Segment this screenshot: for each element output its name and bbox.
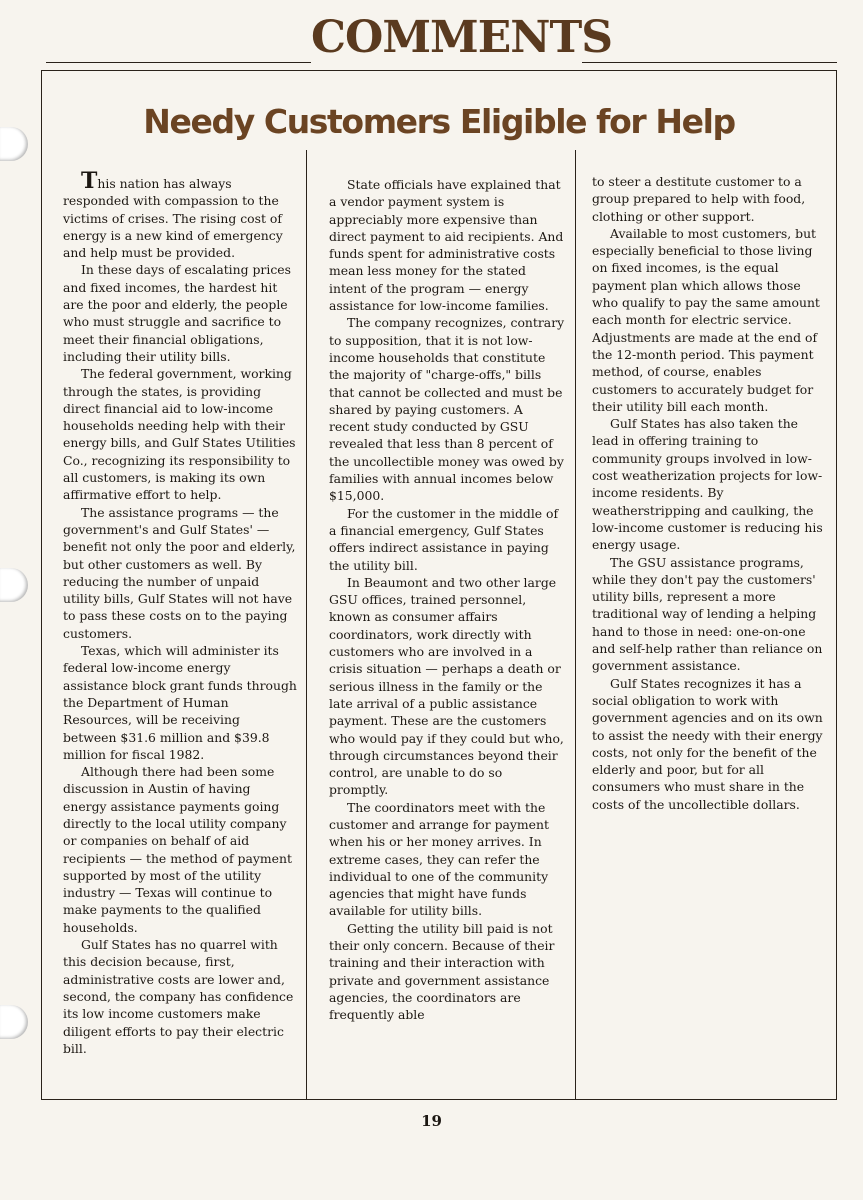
paragraph: Gulf States recognizes it has a social obligation to work with government agencies and on its own to assist the needy with their energy costs, not only for the benefit of the elderly and poor, but for all consumers who must share in the costs of the uncollectible dollars. <box>592 675 823 812</box>
column-divider <box>306 150 307 1100</box>
section-title: COMMENTS <box>311 12 613 63</box>
paragraph: The coordinators meet with the customer and arrange for payment when his or her money arrives. In extreme cases, they can refer the individual to one of the community agencies that might have funds available for utility bills. <box>329 799 549 919</box>
paragraph: Gulf States has no quarrel with this decision because, first, administrative costs are lower and, second, the company has confidence its low income customers make diligent efforts to pay their electric bill. <box>63 937 294 1056</box>
page-number: 19 <box>421 1112 442 1130</box>
binder-hole <box>0 1005 28 1039</box>
header-rule-left <box>46 62 311 63</box>
paragraph: Texas, which will administer its federal low-income energy assistance block grant funds through the Department of Human Resources, will be receiving between $31.6 million and $39.8 million for fiscal 1982. <box>63 643 297 762</box>
paragraph: The GSU assistance programs, while they don't pay the customers' utility bills, represent a more traditional way of lending a helping hand to those in need: one-on-one and self-help rather than reliance on government assistance. <box>592 554 823 674</box>
paragraph-text: his nation has always responded with compassion to the victims of crises. The rising cost of energy is a new kind of emergency and help must be provided. <box>63 176 283 261</box>
paragraph: Getting the utility bill paid is not their only concern. Because of their training and their interaction with private and government assistance agencies, the coordinators are frequently able <box>329 920 555 1023</box>
paragraph: to steer a destitute customer to a group prepared to help with food, clothing or other support. <box>592 174 806 224</box>
article-column-2 <box>329 176 565 1024</box>
paragraph: The assistance programs — the government's and Gulf States' — benefit not only the poor and elderly, but other customers as well. By reducing the number of unpaid utility bills, Gulf States will not have to pass these costs on to the paying customers. <box>63 504 296 641</box>
article-column-1 <box>63 168 297 1057</box>
paragraph: Gulf States has also taken the lead in offering training to community groups involved in low-cost weatherization projects for low-income residents. By weatherstripping and caulking, the low-income customer is reducing his energy usage. <box>592 416 823 553</box>
paragraph: In these days of escalating prices and fixed incomes, the hardest hit are the poor and elderly, the people who must struggle and sacrifice to meet their financial obligations, including their utility bills. <box>63 262 291 364</box>
article-column-3 <box>592 173 824 813</box>
binder-hole <box>0 127 28 161</box>
header-rule-right <box>582 62 837 63</box>
paragraph: For the customer in the middle of a financial emergency, Gulf States offers indirect assistance in paying the utility bill. <box>329 505 559 573</box>
column-divider <box>575 150 576 1100</box>
paragraph: In Beaumont and two other large GSU offices, trained personnel, known as consumer affairs coordinators, work directly with customers who are involved in a crisis situation — perhaps a death or serious illness in the family or the late arrival of a public assistance payment. These are the customers who would pay if they could but who, through circumstances beyond their control, are unable to do so promptly. <box>329 574 564 798</box>
paragraph: State officials have explained that a vendor payment system is appreciably more expensive than direct payment to aid recipients. And funds spent for administrative costs mean less money for the stated intent of the program — energy assistance for low-income families. <box>329 177 564 314</box>
paragraph <box>63 168 297 261</box>
article-headline: Needy Customers Eligible for Help <box>143 102 735 141</box>
paragraph: The federal government, working through the states, is providing direct financial aid to low-income households needing help with their energy bills, and Gulf States Utilities Co., recognizing its responsibility to all customers, is making its own affirmative effort to help. <box>63 366 296 503</box>
paragraph: The company recognizes, contrary to supposition, that it is not low-income households that constitute the majority of "charge-offs," bills that cannot be collected and must be shared by paying customers. A recent study conducted by GSU revealed that less than 8 percent of the uncollectible money was owed by families with annual incomes below $15,000. <box>329 315 565 504</box>
drop-cap: T <box>81 168 98 194</box>
paragraph: Available to most customers, but especially beneficial to those living on fixed incomes, is the equal payment plan which allows those who qualify to pay the same amount each month for electric service. Adjustments are made at the end of the 12-month period. This payment method, of course, enables customers to accurately budget for their utility bill each month. <box>592 225 820 414</box>
binder-hole <box>0 568 28 602</box>
paragraph: Although there had been some discussion in Austin of having energy assistance payments going directly to the local utility company or companies on behalf of aid recipients — the method of payment supported by most of the utility industry — Texas will continue to make payments to the qualified households. <box>63 764 292 935</box>
